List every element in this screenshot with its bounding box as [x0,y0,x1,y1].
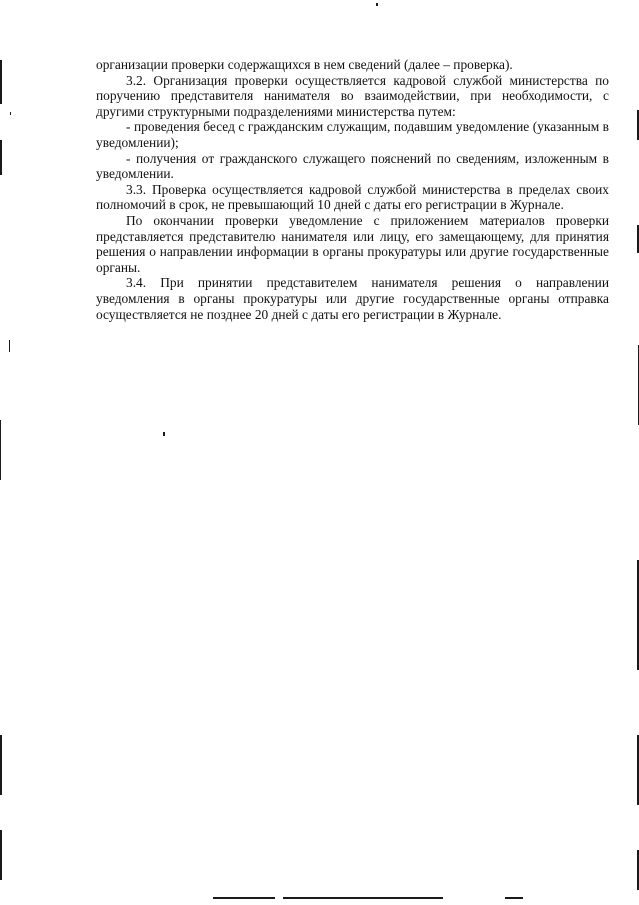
scan-speck [9,340,10,352]
document-body [96,57,609,322]
paragraph-3-2: 3.2. Организация проверки осуществляется кадровой службой министерства по поручению представителя нанимателя во взаимодействии, при необходимости, с другими структурными подразделениями министерства путем: [96,72,609,119]
scan-bottom-line [283,897,443,899]
paragraph-3-4: 3.4. При принятии представителем нанимателя решения о направлении уведомления в органы прокуратуры или другие государственные органы отправка осуществляется не позднее 20 дней с даты его регистрации в Журнале. [96,275,609,322]
scan-speck [163,432,165,436]
scan-edge-mark [0,60,2,104]
scan-speck [376,3,378,6]
scan-edge-mark [0,830,2,880]
paragraph-3-3: 3.3. Проверка осуществляется кадровой службой министерства в пределах своих полномочий в срок, не превышающий 10 дней с даты его регистрации в Журнале. [96,181,609,213]
list-item-conversations: - проведения бесед с гражданским служащим, подавшим уведомление (указанным в уведомлении); [96,119,609,150]
scan-edge-mark [0,140,2,175]
paragraph-continuation: организации проверки содержащихся в нем сведений (далее – проверка). [96,57,513,72]
scan-bottom-line [213,897,275,899]
scan-edge-mark [0,735,2,795]
list-item-explanations: - получения от гражданского служащего пояснений по сведениям, изложенным в уведомлении. [96,150,609,182]
scan-bottom-line [505,897,523,899]
paragraph-after-check: По окончании проверки уведомление с приложением материалов проверки представляется представителю нанимателя или лицу, его замещающему, для принятия решения о направлении информации в органы прокуратуры или другие государственные органы. [96,212,609,275]
scan-speck [10,112,11,115]
scan-edge-mark [0,420,1,480]
